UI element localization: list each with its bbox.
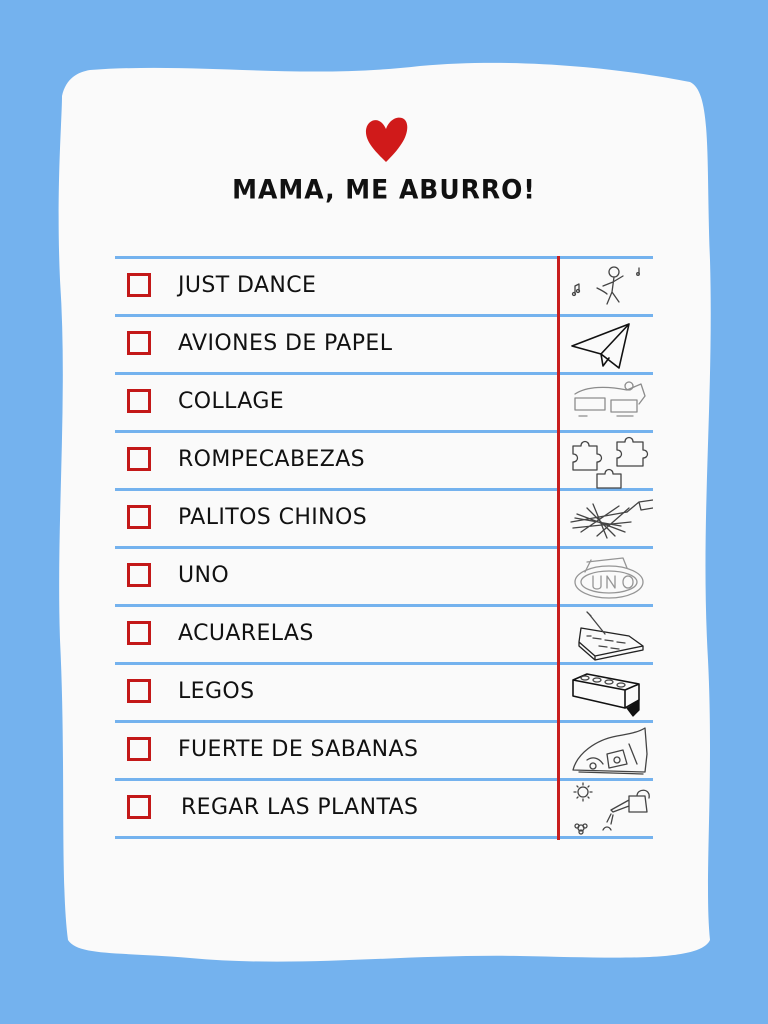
list-item: [115, 722, 653, 780]
list-item: [115, 316, 653, 374]
heart-icon: [362, 114, 410, 164]
checkbox[interactable]: [127, 679, 151, 703]
page-title: MAMA, ME ABURRO!: [232, 174, 536, 205]
item-label: AVIONES DE PAPEL: [178, 331, 393, 356]
paper-plane-icon: [567, 318, 653, 374]
puzzle-icon: [567, 434, 653, 490]
checkbox[interactable]: [127, 563, 151, 587]
checkbox[interactable]: [127, 331, 151, 355]
list-item: [115, 490, 653, 548]
item-label: COLLAGE: [178, 389, 285, 414]
watering-can-icon: [567, 782, 653, 838]
checkbox[interactable]: [127, 389, 151, 413]
checkbox[interactable]: [127, 621, 151, 645]
lego-brick-icon: [567, 666, 653, 722]
checkbox[interactable]: [127, 447, 151, 471]
list-item: [115, 606, 653, 664]
item-label: PALITOS CHINOS: [178, 505, 368, 530]
item-label: LEGOS: [178, 679, 255, 704]
item-label: REGAR LAS PLANTAS: [181, 795, 419, 820]
list-item: [115, 374, 653, 432]
checkbox[interactable]: [127, 505, 151, 529]
watercolor-palette-icon: [567, 608, 653, 664]
item-label: ACUARELAS: [178, 621, 314, 646]
item-label: FUERTE DE SABANAS: [178, 737, 419, 762]
list-item: [115, 780, 653, 838]
list-item: [115, 664, 653, 722]
list-item: [115, 548, 653, 606]
item-label: ROMPECABEZAS: [178, 447, 366, 472]
item-label: JUST DANCE: [178, 273, 317, 298]
collage-icon: [567, 376, 653, 432]
uno-cards-icon: [567, 550, 653, 606]
item-label: UNO: [178, 563, 230, 588]
checkbox[interactable]: [127, 737, 151, 761]
checkbox[interactable]: [127, 273, 151, 297]
list-item: [115, 258, 653, 316]
blanket-fort-icon: [567, 724, 653, 780]
activity-list: [115, 256, 653, 840]
pick-up-sticks-icon: [567, 492, 653, 548]
checkbox[interactable]: [127, 795, 151, 819]
list-item: [115, 432, 653, 490]
dancer-icon: [567, 260, 653, 316]
